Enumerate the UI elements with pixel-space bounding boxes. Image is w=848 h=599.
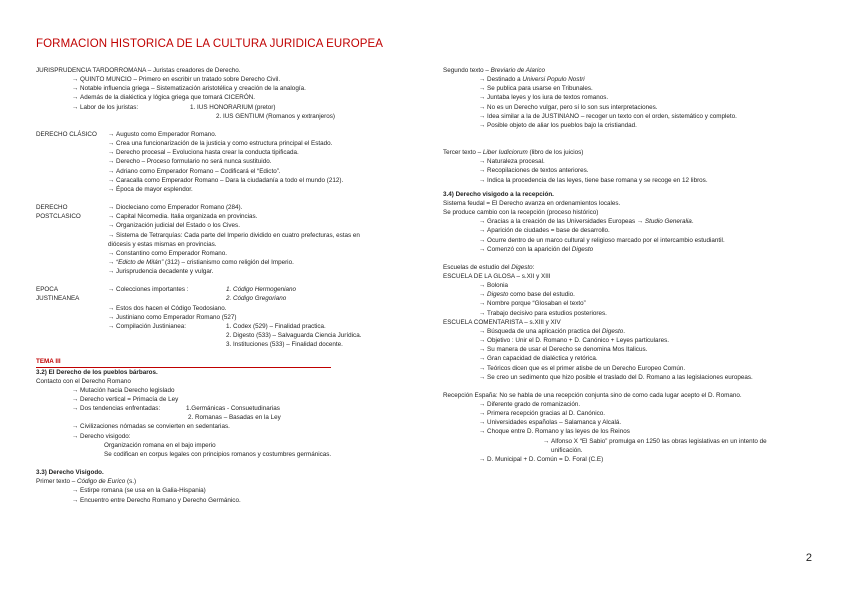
list-item: → Organización judicial del Estado o los Cives. [108,221,416,230]
list-item: → Estos dos hacen el Código Teodosiano. [108,304,416,313]
section-heading: 3.2) El Derecho de los pueblos bárbaros. [36,368,158,376]
list-item: → Indica la procedencia de las leyes, tiene base romana y se recoge en 12 libros. [443,176,833,185]
list-item: → Gran capacidad de dialéctica y retórica. [443,354,833,363]
list-item: → Crea una funcionarización de la justicia y como estructura principal el Estado. [108,139,416,148]
tema-heading: TEMA III [36,357,331,367]
paragraph: Contacto con el Derecho Romano [36,377,131,385]
list-item: → Se creo un sedimento que hizo posible el traslado del D. Romano a las legislaciones europeas. [443,373,833,382]
list-item: → Adriano como Emperador Romano – Codificará el “Edicto”. [108,167,416,176]
section-derecho-clasico [36,130,416,194]
school-heading: ESCUELA COMENTARISTA – s.XIII y XIV [443,318,561,326]
right-column [443,66,833,464]
list-item: → Idea similar a la de JUSTINIANO – recoger un texto con el orden, sistemático y completo. [443,112,833,121]
list-item: → Notable influencia griega – Sistematización aristotélica y creación de la analogía. [36,84,416,93]
list-item: → Digesto como base del estudio. [443,290,833,299]
list-item: → Mutación hacia Derecho legislado [36,386,416,395]
list-item: Se codifican en corpus legales con principios romanos y costumbres germánicas. [104,450,332,458]
list-item: → Teóricos dicen que es el primer atisbe de un Derecho Europeo Común. [443,364,833,373]
list-item: → QUINTO MUNCIO – Primero en escribir un tratado sobre Derecho Civil. [36,75,416,84]
list-item: → Bolonia [443,281,833,290]
paragraph: Primer texto – Código de Eurico (s.) [36,478,137,486]
section-heading: 3.4) Derecho visigodo a la recepción. [443,190,554,198]
list-item: → Época de mayor esplendor. [108,185,416,194]
list-item: → Trabajo decisivo para estudios posteriores. [443,309,833,318]
list-item: → Estirpe romana (se usa en la Galia-Hispania) [36,486,416,495]
paragraph: Tercer texto – Liber Iudiciorum (libro de los juicios) [443,149,584,157]
list-item: → Dos tendencias enfrentadas: 1.Germánicas - Consuetudinarias [36,404,416,413]
list-item: → Objetivo : Unir el D. Romano + D. Canónico + Leyes particulares. [443,336,833,345]
list-item: → No es un Derecho vulgar, pero sí lo son sus interpretaciones. [443,103,833,112]
list-item-continuation: unificación. [551,446,583,454]
left-column [36,66,416,505]
list-item: → Juntaba leyes y los iura de textos romanos. [443,93,833,102]
list-item: → Primera recepción gracias al D. Canónico. [443,409,833,418]
list-item: → Civilizaciones nómadas se convierten en sedentarias. [36,422,416,431]
list-item: 2. IUS GENTIUM (Romanos y extranjeros) [216,112,335,120]
list-item: → Naturaleza procesal. [443,157,833,166]
list-item: 2. Código Gregoriano [226,295,287,303]
section-epoca-justinianea [36,285,416,349]
page-number: 2 [805,552,812,564]
list-item: → Derecho visigodo: [36,432,416,441]
list-item: Organización romana en el bajo imperio [104,441,216,449]
list-item: → Nombre porque “Glosaban el texto” [443,299,833,308]
list-item: → Gracias a la creación de las Universidades Europeas → Studio Generalia. [443,217,833,226]
list-item: → “Edicto de Milán” (312) – cristianismo como religión del Imperio. [108,258,416,267]
list-item: → Labor de los juristas: 1. IUS HONORARIUM (pretor) [36,103,416,112]
list-item: 2. Romanas – Basadas en la Ley [188,414,281,422]
list-item: → Diferente grado de romanización. [443,400,833,409]
list-item: → Se publica para usarse en Tribunales. [443,84,833,93]
list-item: → Destinado a Universi Populo Nostri [443,75,833,84]
list-item: → Posible objeto de aliar los pueblos bajo la cristiandad. [443,121,833,130]
list-item: → Diocleciano como Emperador Romano (284). [108,203,416,212]
list-item: → Además de la dialéctica y lógica griega que tomará CICERÓN. [36,93,416,102]
paragraph: Escuelas de estudio del Digesto: [443,263,535,271]
section-heading: 3.3) Derecho Visigodo. [36,469,104,477]
list-item: → Derecho procesal – Evoluciona hasta crear la conducta tipificada. [108,148,416,157]
list-item: → D. Municipal + D. Común = D. Foral (C.E) [443,455,833,464]
list-item: → Sistema de Tetrarquías: Cada parte del Imperio dividido en cuatro prefecturas, estas en [108,231,416,240]
list-item: → Aparición de ciudades = base de desarrollo. [443,226,833,235]
list-item: → Encuentro entre Derecho Romano y Derecho Germánico. [36,496,416,505]
section-label: EPOCA JUSTINEANEA [36,286,80,303]
list-item: → Derecho – Proceso formulario no será nunca sustituido. [108,157,416,166]
list-item-continuation: diócesis y estas mismas en provincias. [108,240,217,248]
list-item: 3. Instituciones (533) – Finalidad docente. [226,341,343,349]
section-derecho-postclasico [36,203,416,276]
list-item: → Colecciones importantes : 1. Código Hermogeniano [108,285,416,294]
list-item: → Comenzó con la aparición del Digesto [443,245,833,254]
list-item: → Caracalla como Emperador Romano – Dara la ciudadanía a todo el mundo (212). [108,176,416,185]
jurisprudencia-intro: JURISPRUDENCIA TARDORROMANA – Juristas creadores de Derecho. [36,67,241,74]
list-item: → Compilación Justinianea: 1. Codex (529) – Finalidad practica. [108,322,416,331]
section-label: DERECHO CLÁSICO [36,130,97,138]
list-item: → Choque entre D. Romano y las leyes de los Reinos [443,427,833,436]
page-title: FORMACION HISTORICA DE LA CULTURA JURIDICA EUROPEA [36,38,384,50]
paragraph: Segundo texto – Breviario de Alarico [443,67,545,74]
list-item: 2. Digesto (533) – Salvaguarda Ciencia Jurídica. [226,332,362,340]
paragraph: Se produce cambio con la recepción (proceso histórico) [443,209,599,217]
list-item: → Alfonso X “El Sabio” promulga en 1250 las obras legislativas en un intento de [443,437,833,446]
section-label: DERECHO POSTCLASICO [36,204,81,221]
list-item: → Recopilaciones de textos anteriores. [443,166,833,175]
list-item: → Búsqueda de una aplicación practica del Digesto. [443,327,833,336]
school-heading: ESCUELA DE LA GLOSA – s.XII y XIII [443,272,551,280]
list-item: → Derecho vertical = Primacía de Ley [36,395,416,404]
list-item: → Augusto como Emperador Romano. [108,130,416,139]
list-item: → Constantino como Emperador Romano. [108,249,416,258]
paragraph: Recepción España: No se habla de una recepción conjunta sino de como cada lugar acepto el D. Romano. [443,391,742,399]
list-item: → Justiniano como Emperador Romano (527) [108,313,416,322]
list-item: → Capital Nicomedia. Italia organizada en provincias. [108,212,416,221]
list-item: → Universidades españolas – Salamanca y Alcalá. [443,418,833,427]
list-item: → Su manera de usar el Derecho se denomina Mos Italicus. [443,345,833,354]
paragraph: Sistema feudal = El Derecho avanza en ordenamientos locales. [443,199,621,207]
list-item: → Ocurre dentro de un marco cultural y religioso marcado por el intercambio estudiantil. [443,236,833,245]
list-item: → Jurisprudencia decadente y vulgar. [108,267,416,276]
